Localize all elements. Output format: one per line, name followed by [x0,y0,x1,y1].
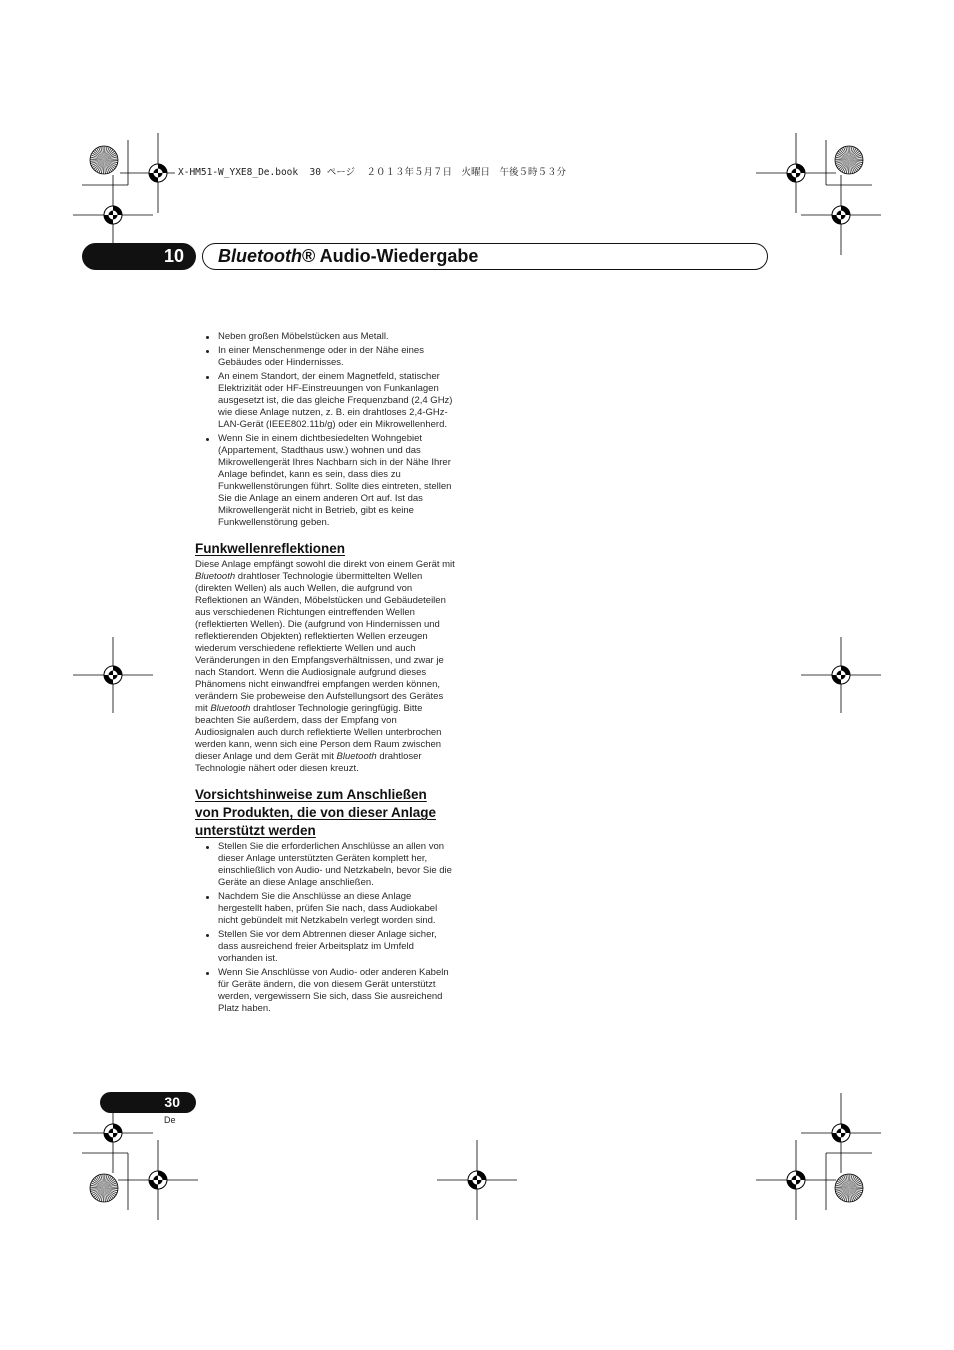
text-run: dieser Anlage und dem Gerät mit [195,751,337,762]
text-run: Reflektionen an Wänden, Möbelstücken und Gebäudeteilen [195,595,446,606]
bullet-icon [206,972,209,975]
registration-target-right-lower [832,1124,850,1142]
text-line [218,953,452,965]
text-line [218,407,452,419]
text-run: unterstützt werden [195,823,316,838]
language-code: De [164,1115,176,1125]
text-line [195,619,455,631]
text-line [195,643,455,655]
text-run: mit [195,703,211,714]
text-line [195,679,455,691]
bullet-item [195,345,452,369]
text-line [195,655,455,667]
text-line [218,967,452,979]
text-line [218,877,452,889]
text-run: aus verschiedenen Richtungen eintreffenden Wellen [195,607,415,618]
text-line [195,595,455,607]
text-line [218,331,452,343]
sunburst-mark-bottom-left [90,1174,118,1202]
print-slug: X-HM51-W_YXE8_De.book 30 ページ ２０１３年５月７日 火曜日 午後５時５３分 [178,167,566,178]
text-run: werden, vergewissern Sie sich, dass Sie ausreichend [218,991,443,1002]
bullet-item [195,371,452,431]
bullet-item [195,929,452,965]
text-line [218,457,452,469]
text-line [218,979,452,991]
text-line [218,941,452,953]
text-run: An einem Standort, der einem Magnetfeld, statischer [218,371,440,382]
text-run: nicht gebündelt mit Netzkabeln verlegt worden sind. [218,915,436,926]
bullet-icon [206,350,209,353]
text-run: nach Standort. Wenn die Audiosignale aufgrund dieses [195,667,427,678]
text-run: Funkwellenstörung geben. [218,517,330,528]
bullet-icon [206,336,209,339]
text-line [195,715,455,727]
text-line [218,891,452,903]
bullet-item [195,841,452,889]
section-heading-reflections: Funkwellenreflektionen [195,541,346,556]
text-run: Stellen Sie die erforderlichen Anschlüsse an allen von [218,841,445,852]
text-line [218,1003,452,1015]
bullet-icon [206,934,209,937]
text-line [218,991,452,1003]
text-run: Elektrizität oder HF-Einstreuungen von Funkanlagen [218,383,439,394]
text-run: Geräte an diese Anlage anschließen. [218,877,374,888]
bullet-icon [206,376,209,379]
text-run: einschließlich von Audio- und Netzkabeln, bevor Sie die [218,865,452,876]
text-line [218,929,452,941]
text-run: Anlage befindet, kann es sein, dass dies zu [218,469,401,480]
text-run: hergestellt haben, prüfen Sie nach, dass Audiokabel [218,903,438,914]
section-heading-connection-cautions [195,786,436,840]
sunburst-mark-top-left [90,146,118,174]
text-line [195,631,455,643]
text-line [218,481,452,493]
text-line [195,739,455,751]
chapter-title-text: ® Audio-Wiedergabe [301,246,479,266]
text-run: Wenn Sie in einem dichtbesiedelten Wohngebiet [218,433,423,444]
text-line [195,727,455,739]
text-run: dass ausreichend freier Arbeitsplatz im Umfeld [218,941,414,952]
text-run: von Produkten, die von dieser Anlage [195,805,437,820]
text-run: Veränderungen in den Empfangsverhältnissen, und zwar je [195,655,444,666]
text-line [218,433,452,445]
text-run: Platz haben. [218,1003,271,1014]
reflections-paragraph [195,559,455,775]
sunburst-mark-bottom-right [835,1174,863,1202]
text-run: (direkten Wellen) als auch Wellen, die aufgrund von [195,583,413,594]
text-line [218,419,452,431]
text-line [195,703,455,715]
text-line [195,571,455,583]
text-line [195,607,455,619]
registration-target-top-right [787,164,805,182]
text-run: Stellen Sie vor dem Abtrennen dieser Anlage sicher, [218,929,437,940]
text-line [195,822,436,840]
text-line [195,583,455,595]
text-line [195,786,436,804]
registration-target-right-middle [832,666,850,684]
text-line [195,691,455,703]
chapter-title-brand: Bluetooth [218,246,302,266]
chapter-title [202,243,768,270]
registration-target-left-middle [104,666,122,684]
text-run: Gebäudes oder Hindernisses. [218,357,344,368]
text-run: vorhanden ist. [218,953,278,964]
text-line [218,865,452,877]
text-run: dieser Anlage unterstützten Geräten komplett her, [218,853,428,864]
bullet-item [195,433,452,529]
bullet-item [195,891,452,927]
text-run: drahtloser Technologie übermittelten Wellen [235,571,423,582]
text-run: ausgesetzt ist, die das gleiche Frequenzband (2,4 GHz) [218,395,453,406]
intro-bullet-list [195,331,452,529]
text-line [195,559,455,571]
bullet-icon [206,896,209,899]
text-run: Phänomens nicht einwandfrei empfangen werden können, [195,679,441,690]
text-line [218,395,452,407]
text-run: drahtloser Technologie geringfügig. Bitte [250,703,423,714]
text-run: drahtloser [376,751,422,762]
text-line [218,853,452,865]
text-line [195,763,455,775]
text-line [218,505,452,517]
text-line [218,517,452,529]
text-line [218,445,452,457]
text-line [218,383,452,395]
registration-target-bottom-right [787,1171,805,1189]
text-run: Mikrowellengerät Ihres Nachbarn sich in der Nähe Ihrer [218,457,451,468]
text-run: (reflektierten Wellen). Die (aufgrund von Hindernissen und [195,619,440,630]
text-line [195,804,436,822]
registration-target-bottom-left [149,1171,167,1189]
text-run: Neben großen Möbelstücken aus Metall. [218,331,389,342]
registration-target-left-upper [104,206,122,224]
text-run: Wenn Sie Anschlüsse von Audio- oder anderen Kabeln [218,967,449,978]
text-run: Technologie nähert oder diesen kreuzt. [195,763,359,774]
text-run: wiederum verschiedene reflektierte Wellen und auch [195,643,416,654]
text-line [218,345,452,357]
text-run: für Geräte ändern, die von diesem Gerät unterstützt [218,979,436,990]
text-line [218,469,452,481]
text-line [195,751,455,763]
text-run: LAN-Gerät (IEEE802.11b/g) oder ein Mikrowellenherd. [218,419,447,430]
registration-target-bottom-center [468,1171,486,1189]
text-run: Diese Anlage empfängt sowohl die direkt von einem Gerät mit [195,559,455,570]
italic-term: Bluetooth [336,751,377,762]
text-line [218,357,452,369]
text-line [218,493,452,505]
registration-target-right-upper [832,206,850,224]
text-run: (Appartement, Stadthaus usw.) wohnen und das [218,445,421,456]
text-run: Vorsichtshinweise zum Anschließen [195,787,427,802]
sunburst-mark-top-right [835,146,863,174]
text-run: verändern Sie probeweise den Aufstellungsort des Gerätes [195,691,444,702]
text-run: beachten Sie außerdem, dass der Empfang von [195,715,397,726]
text-run: In einer Menschenmenge oder in der Nähe eines [218,345,424,356]
connection-cautions-bullet-list [195,841,452,1015]
text-run: Audiosignalen auch durch reflektierte Wellen unterbrochen [195,727,442,738]
text-run: Sie die Anlage an einem anderen Ort auf. Ist das [218,493,423,504]
registration-target-left-lower [104,1124,122,1142]
bullet-item [195,331,452,343]
italic-term: Bluetooth [195,571,236,582]
text-run: werden kann, wenn sich eine Person dem Raum zwischen [195,739,442,750]
text-run: reflektierenden Objekten) reflektierten Wellen erzeugen [195,631,428,642]
text-line [195,667,455,679]
chapter-number-tab: 10 [82,243,196,270]
text-line [218,915,452,927]
text-run: Mikrowellengerät nicht in Betrieb, gibt es keine [218,505,414,516]
bullet-icon [206,438,209,441]
registration-target-top-left [149,164,167,182]
page-number-tab: 30 [100,1092,196,1113]
text-line [218,371,452,383]
italic-term: Bluetooth [210,703,251,714]
text-line [218,841,452,853]
text-run: Funkwellenstörungen führt. Sollte dies eintreten, stellen [218,481,452,492]
text-run: wie diese Anlage nutzen, z. B. ein drahtloses 2,4-GHz- [218,407,448,418]
text-line [218,903,452,915]
bullet-icon [206,846,209,849]
bullet-item [195,967,452,1015]
text-run: Nachdem Sie die Anschlüsse an diese Anlage [218,891,412,902]
